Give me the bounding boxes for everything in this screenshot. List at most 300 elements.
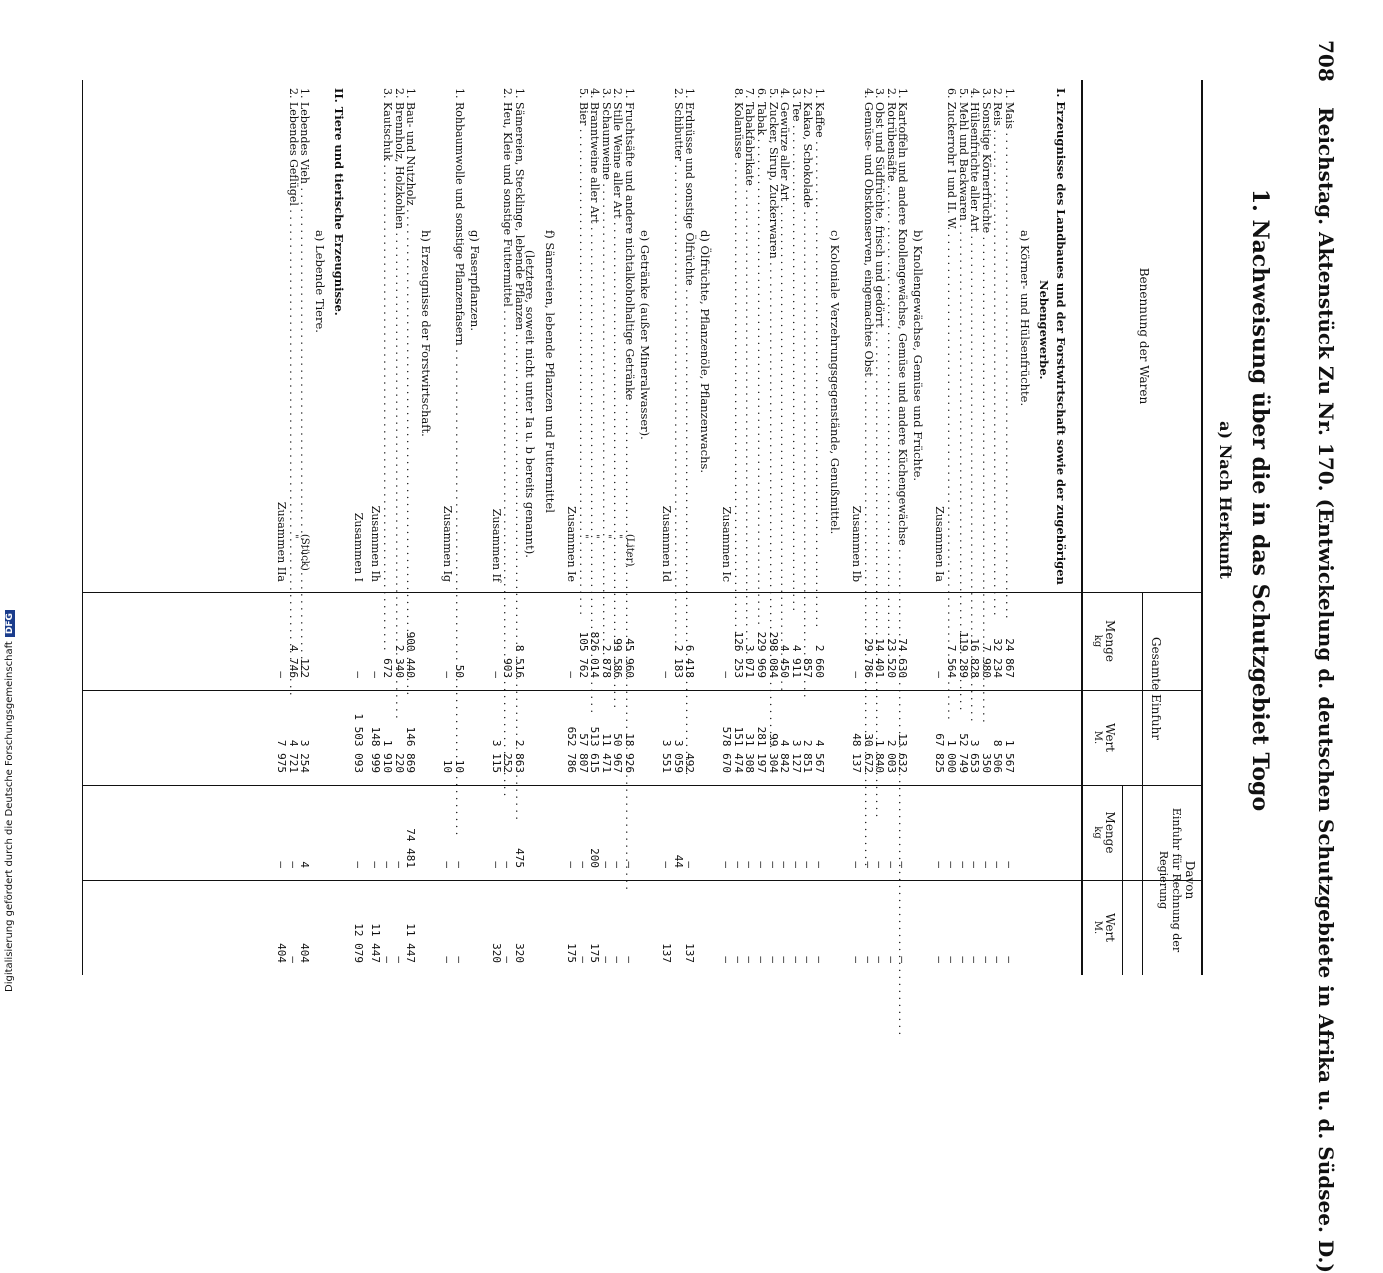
total-row — [442, 80, 453, 975]
cell-q: 3 071 — [743, 644, 757, 678]
table-top-rule — [1201, 80, 1203, 975]
cell-gv: 175 — [565, 943, 578, 963]
cell-gv: — — [731, 956, 745, 963]
cell-q: 7 564 — [945, 644, 958, 678]
cell-q: 7 980 — [979, 644, 993, 678]
table-row — [502, 80, 513, 975]
cell-v: 67 825 — [933, 733, 947, 773]
table-row — [288, 80, 299, 975]
table-row — [981, 80, 992, 975]
row-label: 1. Bau- und Nutzholz . . . — [405, 88, 416, 588]
row-label: 8. Kolanüsse . . . — [733, 88, 744, 588]
total-label: Zusammen Ib — [850, 505, 863, 582]
cell-v: 11 471 — [599, 733, 613, 773]
cell-gv: — — [968, 956, 982, 963]
cell-v: 2 003 — [884, 739, 898, 773]
cell-gq: — — [381, 861, 394, 868]
table-row — [382, 80, 393, 975]
header-bottom-rule — [1081, 80, 1083, 975]
row-label: 4. Branntweine aller Art . . . — [589, 88, 600, 534]
table-row — [897, 80, 908, 975]
cell-gq: — — [731, 861, 745, 868]
cell-v: 1 567 — [1003, 739, 1016, 773]
cell-gv: — — [861, 956, 875, 963]
table-row — [589, 80, 600, 975]
column-header-govt-prefix: Davon — [1183, 860, 1197, 900]
cell-gv: 12 079 — [352, 923, 366, 963]
row-label: 1. Kartoffeln und andere Knollengewächse, Gemüse und andere Küchengewächse . . . — [897, 88, 908, 588]
cell-gv: — — [789, 956, 803, 963]
total-label: Zusammen Ic — [720, 506, 734, 582]
cell-gq: — — [501, 861, 515, 868]
table-row — [394, 80, 405, 975]
cell-gq: — — [979, 861, 993, 868]
cell-gv: — — [801, 956, 815, 963]
cell-gv: 11 447 — [404, 923, 418, 963]
cell-gv: — — [873, 956, 887, 963]
table-row — [756, 80, 767, 975]
cell-gv: — — [392, 956, 406, 963]
cell-gq: — — [369, 861, 383, 868]
row-label: 5. Bier . . . — [578, 88, 589, 534]
column-header-govt-import: Einfuhr für Rechnung der Regierung — [1157, 807, 1183, 953]
table-row — [578, 80, 589, 975]
row-label: 4. Gemüse- und Obstkonserven, eingemachtes Obst . . . — [863, 88, 874, 588]
row-unit: " — [600, 534, 612, 539]
row-label: 3. Obst und Südfrüchte, frisch und gedörrt . . . — [874, 88, 885, 588]
total-label: Zusammen Ia — [933, 506, 947, 582]
cell-q: 8 516 — [513, 644, 526, 678]
table-row — [791, 80, 802, 975]
row-label: 4. Hülsenfrüchte aller Art . . . — [969, 88, 980, 588]
table-row — [299, 80, 310, 975]
cell-v: 652 786 — [565, 726, 578, 773]
cell-gq: — — [565, 861, 578, 868]
total-row — [661, 80, 672, 975]
cell-v: 8 506 — [991, 739, 1005, 773]
cell-gv: 320 — [489, 943, 503, 963]
row-unit: " — [612, 534, 624, 539]
cell-v: 148 999 — [369, 726, 383, 773]
cell-q: — — [275, 671, 289, 678]
subsection-heading: c) Koloniale Verzehrungsgegenstände, Genußmittel. — [828, 230, 842, 535]
row-label: 2. Kakao, Schokolade . . . — [802, 88, 813, 588]
cell-gq: — — [576, 861, 590, 868]
cell-gq: — — [743, 861, 757, 868]
row-label: 2. Heu, Kleie und sonstige Futtermittel . . . — [502, 88, 513, 588]
cell-q: 29 786 — [861, 638, 875, 678]
cell-q: 50 — [452, 664, 466, 678]
cell-gv: — — [1003, 956, 1016, 963]
cell-gq: — — [945, 861, 958, 868]
table-title: 1. Nachweisung über die in das Schutzgebiet Togo — [1247, 188, 1273, 812]
cell-q: — — [660, 671, 673, 678]
cell-gq: — — [275, 861, 289, 868]
cell-v: 1 503 093 — [352, 713, 366, 773]
cell-v: 350 — [979, 753, 993, 773]
row-label: 2. Brennholz, Holzkohlen . . . — [394, 88, 405, 588]
cell-v: 492 — [683, 753, 697, 773]
table-row — [733, 80, 744, 975]
cell-gv: — — [381, 956, 394, 963]
cell-gq: 74 481 — [404, 828, 418, 868]
section-heading: II. Tiere und tierische Erzeugnisse. — [332, 88, 347, 316]
cell-gq: — — [884, 861, 898, 868]
column-rule — [83, 880, 1203, 881]
running-header — [1314, 40, 1338, 1273]
total-label: Zusammen Id — [660, 505, 673, 582]
cell-q: 4 911 — [789, 644, 803, 678]
cell-v: 220 — [392, 753, 406, 773]
total-row — [851, 80, 862, 975]
dfg-logo-icon: DFG — [5, 610, 15, 637]
cell-v: 10 — [452, 759, 466, 773]
table-row — [779, 80, 790, 975]
cell-q: 6 418 — [683, 644, 697, 678]
subsection-heading: (letztere, soweit nicht unter Ia u. b bereits genannt). — [523, 250, 537, 558]
row-unit: " — [287, 534, 299, 539]
table-row — [454, 80, 465, 975]
column-header-value: Wert — [1103, 722, 1117, 752]
cell-v: 13 632 — [896, 733, 910, 773]
cell-q: 2 340 — [392, 644, 406, 678]
cell-q: — — [565, 671, 578, 678]
subsection-heading: a) Lebende Tiere. — [313, 230, 328, 333]
cell-q: 45 960 — [623, 638, 636, 678]
table-row — [969, 80, 980, 975]
cell-gv: — — [743, 956, 757, 963]
cell-gq: — — [778, 861, 792, 868]
cell-gv: 404 — [298, 943, 312, 963]
table-row — [814, 80, 825, 975]
cell-v: 3 254 — [298, 739, 312, 773]
row-label: 6. Tabak . . . — [756, 88, 767, 588]
cell-v: 3 551 — [660, 739, 673, 773]
cell-gq: 44 — [671, 854, 685, 868]
row-unit: (Stück) — [299, 534, 311, 571]
cell-gv: — — [813, 956, 826, 963]
cell-q: 99 586 — [611, 638, 625, 678]
cell-gq: 200 — [588, 848, 602, 868]
column-header-unit: kg — [1092, 634, 1103, 648]
table-row — [946, 80, 957, 975]
cell-q: 74 630 — [896, 638, 910, 678]
cell-gv: — — [991, 956, 1005, 963]
row-label: 6. Zuckerrohr I und II. W. . . . — [946, 88, 957, 588]
cell-q: — — [369, 671, 383, 678]
footer-text: Digitalisierung gefördert durch die Deutsche Forschungsgemeinschaft — [4, 641, 15, 992]
cell-gq: — — [599, 861, 613, 868]
cell-gv: — — [945, 956, 958, 963]
cell-gq: — — [1003, 861, 1016, 868]
cell-v: 2 863 — [513, 739, 526, 773]
cell-q: — — [850, 671, 863, 678]
cell-gv: — — [611, 956, 625, 963]
subsection-heading: d) Ölfrüchte, Pflanzenöle, Pflanzenwachs. — [698, 230, 713, 474]
cell-gq: — — [352, 861, 366, 868]
cell-v: 4 842 — [778, 739, 792, 773]
cell-gq: — — [968, 861, 982, 868]
table-row — [958, 80, 969, 975]
total-label: Zusammen Ie — [565, 506, 578, 582]
column-rule — [83, 690, 1203, 691]
cell-gv: — — [441, 956, 455, 963]
cell-gv: — — [576, 956, 590, 963]
cell-v: 578 670 — [720, 726, 734, 773]
cell-v: 151 474 — [731, 726, 745, 773]
cell-q: 126 253 — [731, 631, 745, 678]
cell-gq: — — [683, 861, 697, 868]
cell-v: 1 840 — [873, 739, 887, 773]
cell-gq: — — [789, 861, 803, 868]
total-row — [721, 80, 732, 975]
cell-q: 2 183 — [671, 644, 685, 678]
total-row — [491, 80, 502, 975]
cell-gv: — — [956, 956, 970, 963]
cell-gq: — — [861, 861, 875, 868]
cell-q: 900 440 — [404, 631, 418, 678]
cell-v: 281 197 — [755, 726, 768, 773]
cell-q: — — [933, 671, 947, 678]
row-label: 1. Mais . . . — [1004, 88, 1015, 588]
cell-q: 24 867 — [1003, 638, 1016, 678]
cell-v: 513 615 — [588, 726, 602, 773]
cell-q: 14 401 — [873, 638, 887, 678]
row-label: 3. Schaumweine . . . — [601, 88, 612, 534]
column-header-value: Wert — [1103, 912, 1117, 942]
row-label: 2. Schibutter . . . — [673, 88, 684, 588]
total-row — [370, 80, 381, 975]
cell-q: 4 746 — [286, 644, 300, 678]
row-label: 3. Kautschuk . . . — [382, 88, 393, 588]
subsection-heading: a) Körner- und Hülsenfrüchte. — [1018, 230, 1032, 407]
cell-gq: — — [991, 861, 1005, 868]
total-row — [276, 80, 287, 975]
table-row — [886, 80, 897, 975]
cell-v: 7 975 — [275, 739, 289, 773]
cell-gv: — — [755, 956, 768, 963]
row-label: 1. Erdnüsse und sonstige Ölfrüchte . . . — [684, 88, 695, 588]
column-header-qty: Menge — [1103, 811, 1117, 854]
cell-v: 10 — [441, 759, 455, 773]
table-row — [684, 80, 695, 975]
cell-gq: — — [392, 861, 406, 868]
row-unit: " — [589, 534, 601, 539]
cell-gv: 137 — [683, 943, 697, 963]
cell-q: 826 014 — [588, 631, 602, 678]
cell-q: 903 — [501, 658, 515, 678]
table-row — [612, 80, 623, 975]
total-label: Zusammen If — [489, 508, 503, 582]
cell-q: 2 660 — [813, 644, 826, 678]
cell-q: — — [441, 671, 455, 678]
cell-gv: 404 — [275, 943, 289, 963]
page-number: 708 — [1314, 40, 1338, 82]
cell-v: 30 672 — [861, 733, 875, 773]
row-label: 2. Stille Weine aller Art . . . — [612, 88, 623, 534]
table-row — [601, 80, 612, 975]
cell-v: 48 137 — [850, 733, 863, 773]
column-header-unit: kg — [1092, 826, 1103, 839]
cell-gq: — — [623, 861, 636, 868]
row-label: 1. Kaffee . . . — [814, 88, 825, 588]
cell-gq: — — [720, 861, 734, 868]
cell-gv: — — [720, 956, 734, 963]
total-label: Zusammen Ih — [369, 505, 383, 582]
cell-v: 146 869 — [404, 726, 418, 773]
subsection-heading: f) Sämereien, lebende Pflanzen und Futtermittel — [543, 230, 557, 513]
row-label: 1. Lebendes Vieh . . . — [299, 88, 310, 534]
row-label: 2. Reis . . . — [992, 88, 1003, 588]
table-row — [673, 80, 684, 975]
cell-v: 52 749 — [956, 733, 970, 773]
row-label: 5. Mehl und Backwaren . . . — [958, 88, 969, 588]
row-label: 3. Sonstige Körnerfrüchte . . . — [981, 88, 992, 588]
cell-gv: — — [501, 956, 515, 963]
cell-v: 57 807 — [576, 733, 590, 773]
cell-v: 3 059 — [671, 739, 685, 773]
cell-v: 3 115 — [489, 739, 503, 773]
cell-gq: — — [611, 861, 625, 868]
cell-v: 4 567 — [813, 739, 826, 773]
row-label: 2. Lebendes Geflügel . . . — [288, 88, 299, 534]
row-label: 3. Tee . . . — [791, 88, 802, 588]
cell-q: 229 969 — [755, 631, 768, 678]
cell-gv: — — [979, 956, 993, 963]
cell-q: — — [352, 671, 366, 678]
cell-v: 252 — [501, 753, 515, 773]
cell-gv: — — [896, 956, 910, 963]
table-row — [802, 80, 813, 975]
cell-gv: — — [623, 956, 636, 963]
column-header-unit: M. — [1092, 920, 1103, 935]
cell-gq: — — [755, 861, 768, 868]
cell-gv: 320 — [513, 943, 526, 963]
total-row — [353, 80, 364, 975]
cell-q: 122 — [298, 658, 312, 678]
subheader-rule — [1122, 785, 1123, 975]
subsection-heading: e) Getränke (außer Mineralwasser). — [638, 230, 652, 440]
table-row — [992, 80, 1003, 975]
cell-gv: — — [933, 956, 947, 963]
cell-gq: — — [956, 861, 970, 868]
cell-gv: 175 — [588, 943, 602, 963]
row-label: 2. Rotrübensäfte . . . — [886, 88, 897, 588]
row-unit: (Liter) — [624, 534, 635, 567]
subsection-heading: b) Knollengewächse, Gemüse und Früchte. — [911, 230, 926, 482]
cell-gq: — — [933, 861, 947, 868]
row-label: 1. Rohbaumwolle und sonstige Pflanzenfasern . . . — [454, 88, 465, 588]
table-row — [405, 80, 416, 975]
row-label: 1. Sämereien, Stecklinge, lebende Pflanzen . . . — [514, 88, 525, 588]
cell-gq: 475 — [513, 848, 526, 868]
row-unit: " — [577, 534, 589, 539]
cell-v: 18 926 — [623, 733, 636, 773]
table-row — [514, 80, 525, 975]
cell-gv: 11 447 — [369, 923, 383, 963]
cell-gq: — — [896, 861, 910, 868]
cell-v: 1 000 — [945, 739, 958, 773]
total-label: Zusammen IIa — [275, 501, 289, 582]
cell-q: 2 878 — [599, 644, 613, 678]
cell-v: 2 851 — [801, 739, 815, 773]
cell-v: 1 910 — [381, 739, 394, 773]
cell-v: 31 308 — [743, 733, 757, 773]
section-heading: I. Erzeugnisse des Landbaues und der Forstwirtschaft sowie der zugehörigen — [1054, 88, 1068, 585]
cell-gv: — — [766, 956, 780, 963]
cell-gq: — — [813, 861, 826, 868]
cell-q: — — [720, 671, 734, 678]
column-header-unit: M. — [1092, 730, 1103, 745]
total-row — [934, 80, 945, 975]
cell-q: 4 450 — [778, 644, 792, 678]
cell-gv: 137 — [660, 943, 673, 963]
table-row — [624, 80, 635, 975]
cell-v: 3 653 — [968, 739, 982, 773]
cell-gq: — — [489, 861, 503, 868]
column-header-name: Benennung der Waren — [1137, 267, 1151, 405]
row-label: 4. Gewürze aller Art . . . — [779, 88, 790, 588]
row-label: 5. Zucker, Sirup, Zuckerwaren . . . — [768, 88, 779, 588]
cell-q: 672 — [381, 658, 394, 678]
cell-gv: — — [884, 956, 898, 963]
subheader-rule — [1142, 592, 1143, 975]
column-header-total-import: Gesamte Einfuhr — [1149, 636, 1163, 741]
total-label: Zusammen Ig — [441, 505, 455, 582]
cell-gv: — — [850, 956, 863, 963]
cell-gv: — — [778, 956, 792, 963]
total-row — [566, 80, 577, 975]
cell-v: 4 721 — [286, 739, 300, 773]
subsection-heading: h) Erzeugnisse der Forstwirtschaft. — [419, 230, 434, 437]
cell-gq: — — [441, 861, 455, 868]
subsection-heading: g) Faserpflanzen. — [467, 230, 482, 331]
cell-v: 3 127 — [789, 739, 803, 773]
cell-gq: 4 — [298, 861, 312, 868]
table-row — [863, 80, 874, 975]
cell-q: 119 289 — [956, 631, 970, 678]
table-row — [874, 80, 885, 975]
table-row — [1004, 80, 1015, 975]
cell-gq: — — [660, 861, 673, 868]
section-heading-cont: Nebengewerbe. — [1037, 280, 1051, 380]
table-row — [744, 80, 755, 975]
cell-gq: — — [766, 861, 780, 868]
cell-gv: — — [599, 956, 613, 963]
digitization-footer — [4, 610, 15, 992]
row-label: 1. Fruchtsäfte und andere nichtalkoholhaltige Getränke . . . — [624, 88, 635, 534]
column-rule — [83, 785, 1203, 786]
row-label: 7. Tabakfabrikate . . . — [744, 88, 755, 588]
cell-q: 32 234 — [991, 638, 1005, 678]
running-title: Reichstag. Aktenstück Zu Nr. 170. (Entwickelung d. deutschen Schutzgebiete in Afrika u. d. Südsee. D.) — [1314, 106, 1338, 1273]
table-row — [768, 80, 779, 975]
column-header-qty: Menge — [1103, 620, 1117, 662]
cell-v: 99 304 — [766, 733, 780, 773]
table-bottom-rule — [82, 80, 83, 975]
cell-q: 857 — [801, 658, 815, 678]
total-label: Zusammen I — [352, 512, 366, 582]
cell-gv: — — [286, 956, 300, 963]
cell-gq: — — [801, 861, 815, 868]
column-rule — [83, 592, 1203, 593]
cell-gq: — — [873, 861, 887, 868]
cell-v: 50 967 — [611, 733, 625, 773]
cell-gq: — — [850, 861, 863, 868]
cell-q: — — [489, 671, 503, 678]
table-subtitle: a) Nach Herkunft — [1216, 421, 1235, 579]
cell-gq: — — [286, 861, 300, 868]
